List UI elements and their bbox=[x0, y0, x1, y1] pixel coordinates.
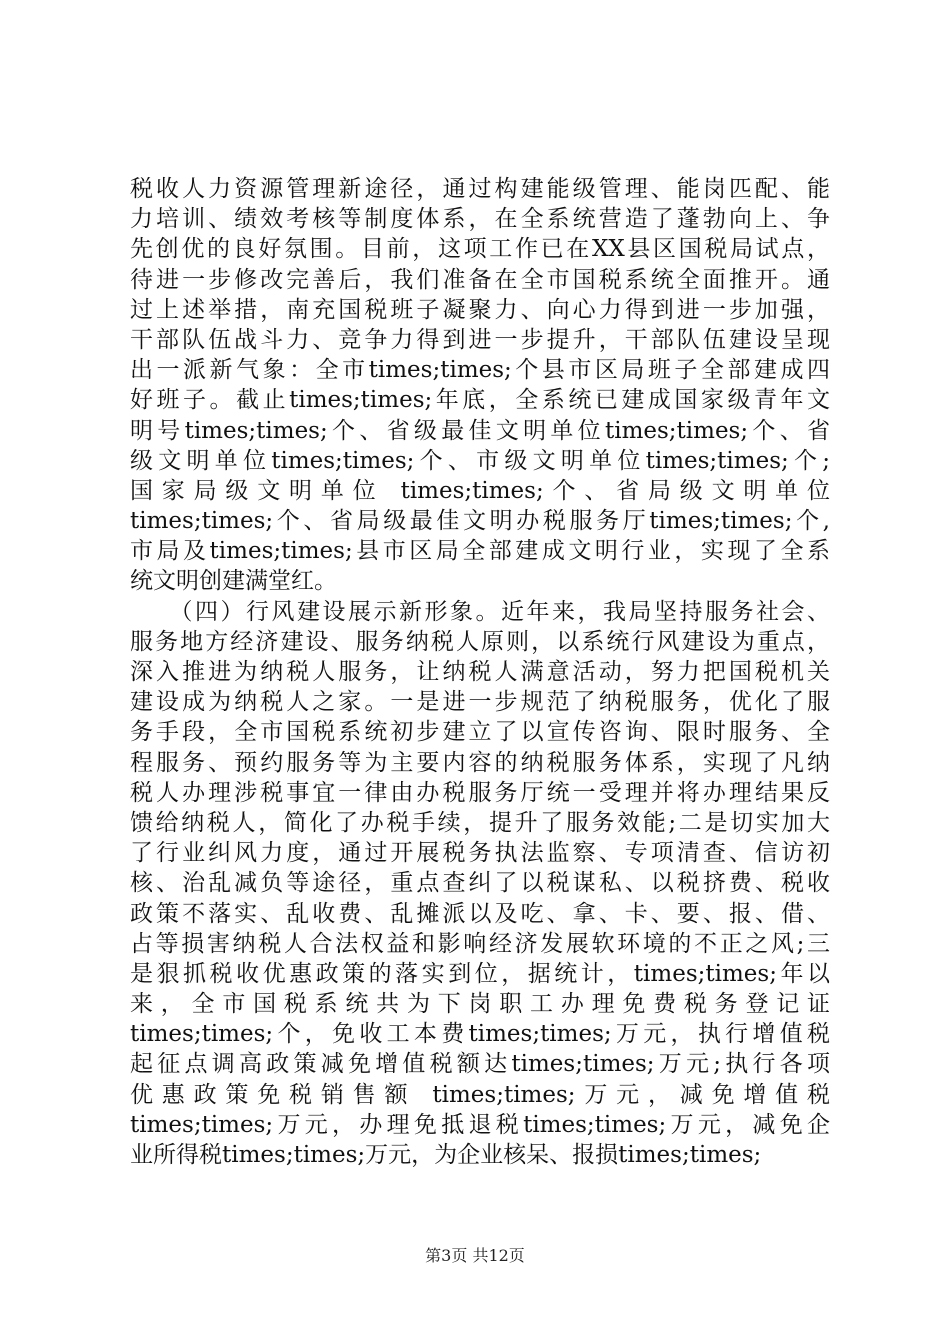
text-line: 程服务、预约服务等为主要内容的纳税服务体系，实现了凡纳 bbox=[130, 749, 830, 776]
text-line: 国家局级文明单位 times;times;个、省局级文明单位 bbox=[130, 477, 830, 504]
text-line: 干部队伍战斗力、竞争力得到进一步提升，干部队伍建设呈现 bbox=[130, 326, 830, 353]
text-line: 市局及times;times;县市区局全部建成文明行业，实现了全系 bbox=[130, 538, 830, 565]
text-line: 是狠抓税收优惠政策的落实到位，据统计，times;times;年以 bbox=[130, 960, 830, 987]
text-line: 建设成为纳税人之家。一是进一步规范了纳税服务，优化了服 bbox=[130, 689, 830, 716]
text-line: 务手段，全市国税系统初步建立了以宣传咨询、限时服务、全 bbox=[130, 719, 830, 746]
text-line: 先创优的良好氛围。目前，这项工作已在XX县区国税局试点， bbox=[130, 236, 830, 263]
text-line: times;times;个、省局级最佳文明办税服务厅times;times;个, bbox=[130, 508, 830, 535]
document-body bbox=[130, 174, 830, 1170]
text-line: 核、治乱减负等途径，重点查纠了以税谋私、以税挤费、税收 bbox=[130, 870, 830, 897]
text-line: 税收人力资源管理新途径，通过构建能级管理、能岗匹配、能 bbox=[130, 176, 830, 202]
text-line: 优惠政策免税销售额 times;times;万元，减免增值税 bbox=[130, 1081, 830, 1108]
text-line: 级文明单位times;times;个、市级文明单位times;times;个; bbox=[130, 447, 830, 474]
text-line: 力培训、绩效考核等制度体系，在全系统营造了蓬勃向上、争 bbox=[130, 206, 830, 233]
text-line: 出一派新气象：全市times;times;个县市区局班子全部建成四 bbox=[130, 357, 830, 384]
text-line: times;times;个，免收工本费times;times;万元，执行增值税 bbox=[130, 1021, 830, 1048]
text-line: 业所得税times;times;万元，为企业核呆、报损times;times; bbox=[130, 1142, 762, 1168]
text-line: （四）行风建设展示新形象。近年来，我局坚持服务社会、 bbox=[130, 598, 830, 625]
text-line: 待进一步修改完善后，我们准备在全市国税系统全面推开。通 bbox=[130, 266, 830, 293]
text-line: 起征点调高政策减免增值税额达times;times;万元;执行各项 bbox=[130, 1051, 830, 1078]
text-line: 服务地方经济建设、服务纳税人原则，以系统行风建设为重点， bbox=[130, 628, 830, 655]
text-line: 税人办理涉税事宜一律由办税服务厅统一受理并将办理结果反 bbox=[130, 779, 830, 806]
text-line: 明号times;times;个、省级最佳文明单位times;times;个、省 bbox=[130, 417, 830, 444]
text-line: 了行业纠风力度，通过开展税务执法监察、专项清查、信访初 bbox=[130, 840, 830, 867]
text-line: times;times;万元，办理免抵退税times;times;万元，减免企 bbox=[130, 1111, 830, 1138]
text-line: 政策不落实、乱收费、乱摊派以及吃、拿、卡、要、报、借、 bbox=[130, 900, 830, 927]
text-line: 深入推进为纳税人服务，让纳税人满意活动，努力把国税机关 bbox=[130, 659, 830, 685]
text-line: 占等损害纳税人合法权益和影响经济发展软环境的不正之风;三 bbox=[130, 930, 830, 957]
text-line: 馈给纳税人，简化了办税手续，提升了服务效能;二是切实加大 bbox=[130, 809, 830, 836]
text-line: 来，全市国税系统共为下岗职工办理免费税务登记证 bbox=[130, 991, 830, 1018]
text-line: 好班子。截止times;times;年底，全系统已建成国家级青年文 bbox=[130, 387, 830, 414]
page-footer: 第3页 共12页 bbox=[425, 1246, 525, 1265]
text-line: 统文明创建满堂红。 bbox=[130, 568, 337, 595]
text-line: 过上述举措，南充国税班子凝聚力、向心力得到进一步加强， bbox=[130, 296, 830, 323]
